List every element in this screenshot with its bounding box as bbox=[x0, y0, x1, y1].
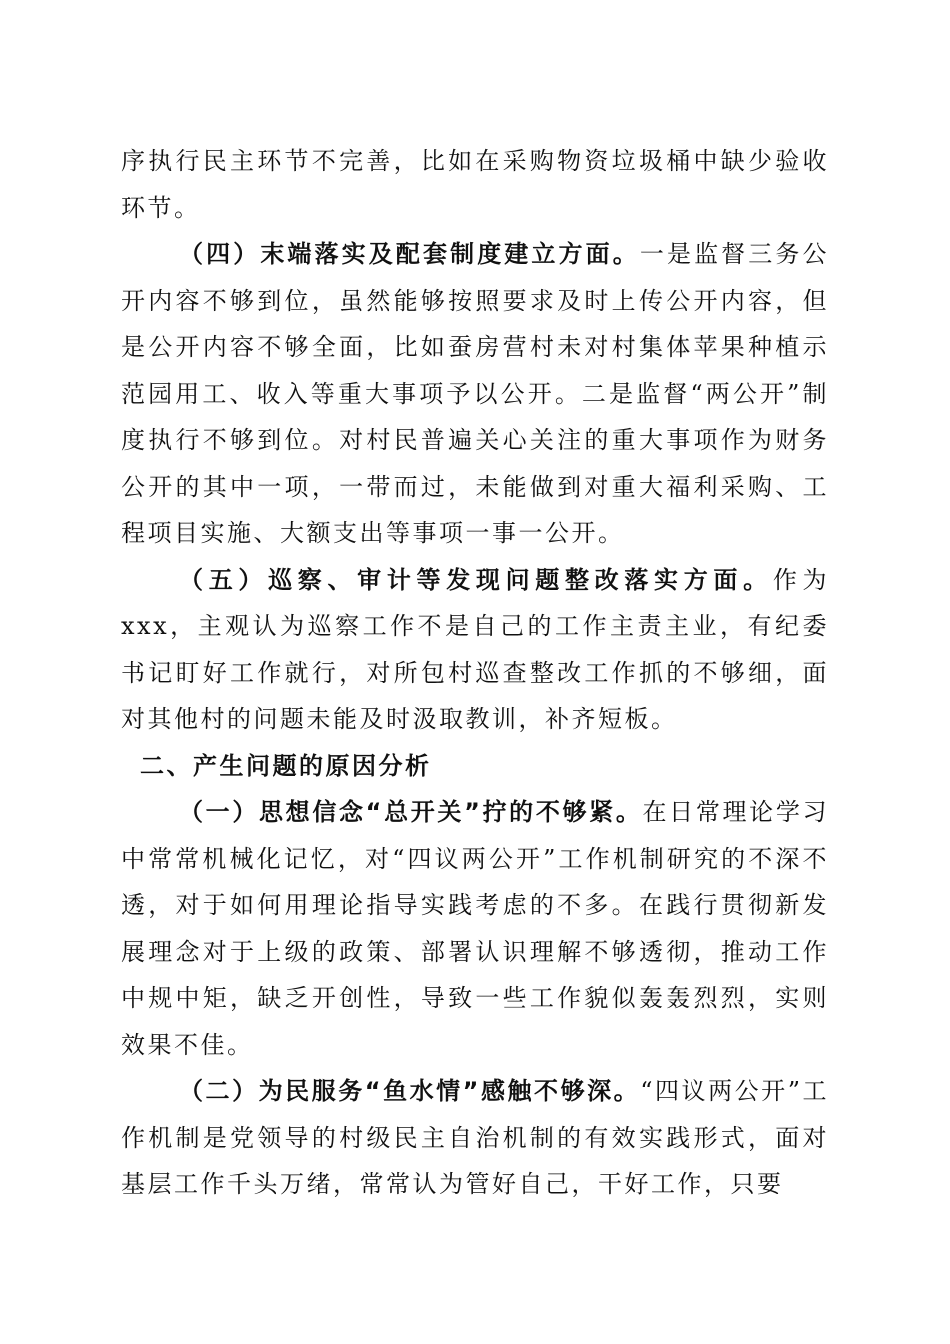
paragraph-body: 在日常理论学习中常常机械化记忆，对“四议两公开”工作机制研究的不深不透，对于如何用理论指导实践考虑的不多。在践行贯彻新发展理念对于上级的政策、部署认识理解不够透彻，推动工作中规中矩，缺乏开创性，导致一些工作貌似轰轰烈烈，实则效果不佳。 bbox=[121, 798, 830, 1059]
paragraph-body: “四议两公开”工作机制是党领导的村级民主自治机制的有效实践形式，面对基层工作千头万绪，常常认为管好自己，干好工作，只要 bbox=[121, 1077, 829, 1198]
paragraph-lead: （五）巡察、审计等发现问题整改落实方面。 bbox=[179, 565, 773, 594]
paragraph-lead: （四）末端落实及配套制度建立方面。 bbox=[179, 240, 640, 268]
paragraph-continuation bbox=[121, 138, 829, 231]
paragraph-section-five bbox=[121, 557, 829, 743]
section-heading: 二、产生问题的原因分析 bbox=[140, 751, 432, 780]
analysis-paragraph-two bbox=[121, 1068, 829, 1208]
document-body bbox=[121, 138, 829, 1208]
paragraph-lead: （二）为民服务“鱼水情”感触不够深。 bbox=[179, 1077, 641, 1105]
paragraph-body: 一是监督三务公开内容不够到位，虽然能够按照要求及时上传公开内容，但是公开内容不够全面，比如蚕房营村未对村集体苹果种植示范园用工、收入等重大事项予以公开。二是监督“两公开”制度执行不够到位。对村民普遍关心关注的重大事项作为财务公开的其中一项，一带而过，未能做到对重大福利采购、工程项目实施、大额支出等事项一事一公开。 bbox=[121, 240, 830, 547]
analysis-paragraph-one bbox=[121, 789, 829, 1068]
paragraph-body: 作为xxx，主观认为巡察工作不是自己的工作主责主业，有纪委书记盯好工作就行，对所包村巡查整改工作抓的不够细，面对其他村的问题未能及时汲取教训，补齐短板。 bbox=[121, 565, 830, 733]
paragraph-body: 序执行民主环节不完善，比如在采购物资垃圾桶中缺少验收环节。 bbox=[121, 147, 829, 222]
paragraph-lead: （一）思想信念“总开关”拧的不够紧。 bbox=[179, 798, 643, 826]
paragraph-section-four bbox=[121, 231, 829, 557]
